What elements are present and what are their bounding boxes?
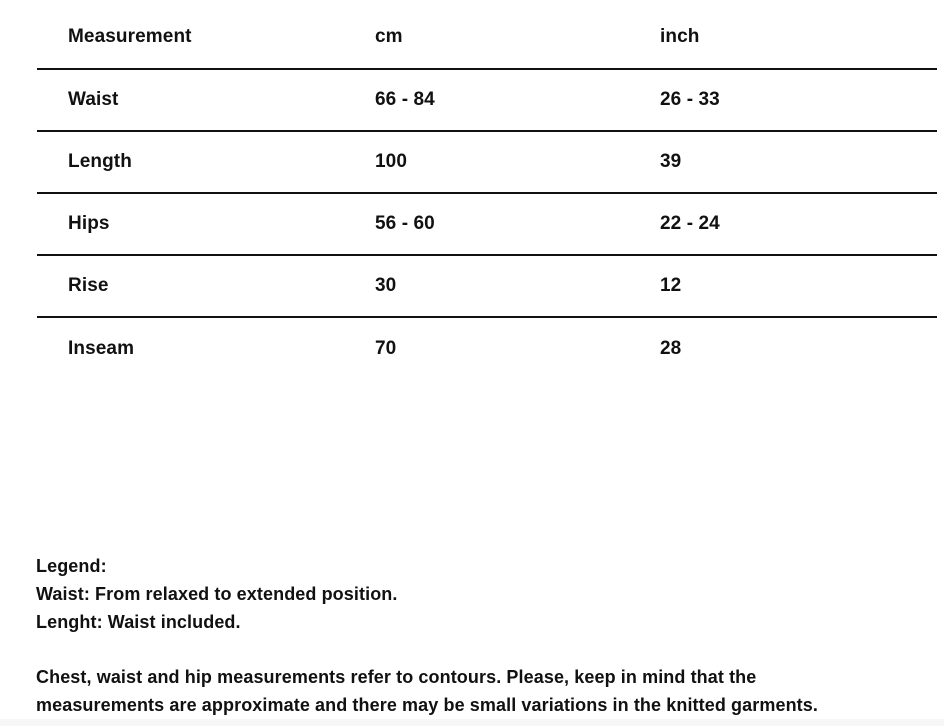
measurement-note: Chest, waist and hip measurements refer to contours. Please, keep in mind that the measurements are approximate and there may be small variations in the knitted garments. <box>36 667 818 715</box>
column-header-cm: cm <box>375 26 403 47</box>
cm-value: 66 - 84 <box>375 89 435 110</box>
page-bottom-edge <box>0 719 944 726</box>
table-row-rise <box>37 256 937 318</box>
inch-value: 39 <box>660 151 682 172</box>
measurement-label: Inseam <box>68 338 135 359</box>
legend-title: Legend: <box>36 556 107 576</box>
measurement-label: Waist <box>68 89 119 110</box>
column-header-inch: inch <box>660 26 700 47</box>
column-header-measurement: Measurement <box>68 26 192 47</box>
cm-value: 100 <box>375 151 408 172</box>
measurement-label: Length <box>68 151 132 172</box>
measurement-label: Hips <box>68 213 110 234</box>
table-row-hips <box>37 194 937 256</box>
cm-value: 56 - 60 <box>375 213 435 234</box>
inch-value: 22 - 24 <box>660 213 720 234</box>
table-header-row <box>37 0 937 70</box>
inch-value: 26 - 33 <box>660 89 720 110</box>
inch-value: 28 <box>660 338 682 359</box>
table-row-waist <box>37 70 937 132</box>
cm-value: 30 <box>375 275 397 296</box>
inch-value: 12 <box>660 275 682 296</box>
legend-block <box>36 552 397 636</box>
cm-value: 70 <box>375 338 397 359</box>
legend-line-length: Lenght: Waist included. <box>36 612 241 632</box>
legend-line-waist: Waist: From relaxed to extended position. <box>36 584 398 604</box>
table-row-length <box>37 132 937 194</box>
table-row-inseam <box>37 318 937 380</box>
measurement-label: Rise <box>68 275 109 296</box>
size-table <box>37 0 937 380</box>
